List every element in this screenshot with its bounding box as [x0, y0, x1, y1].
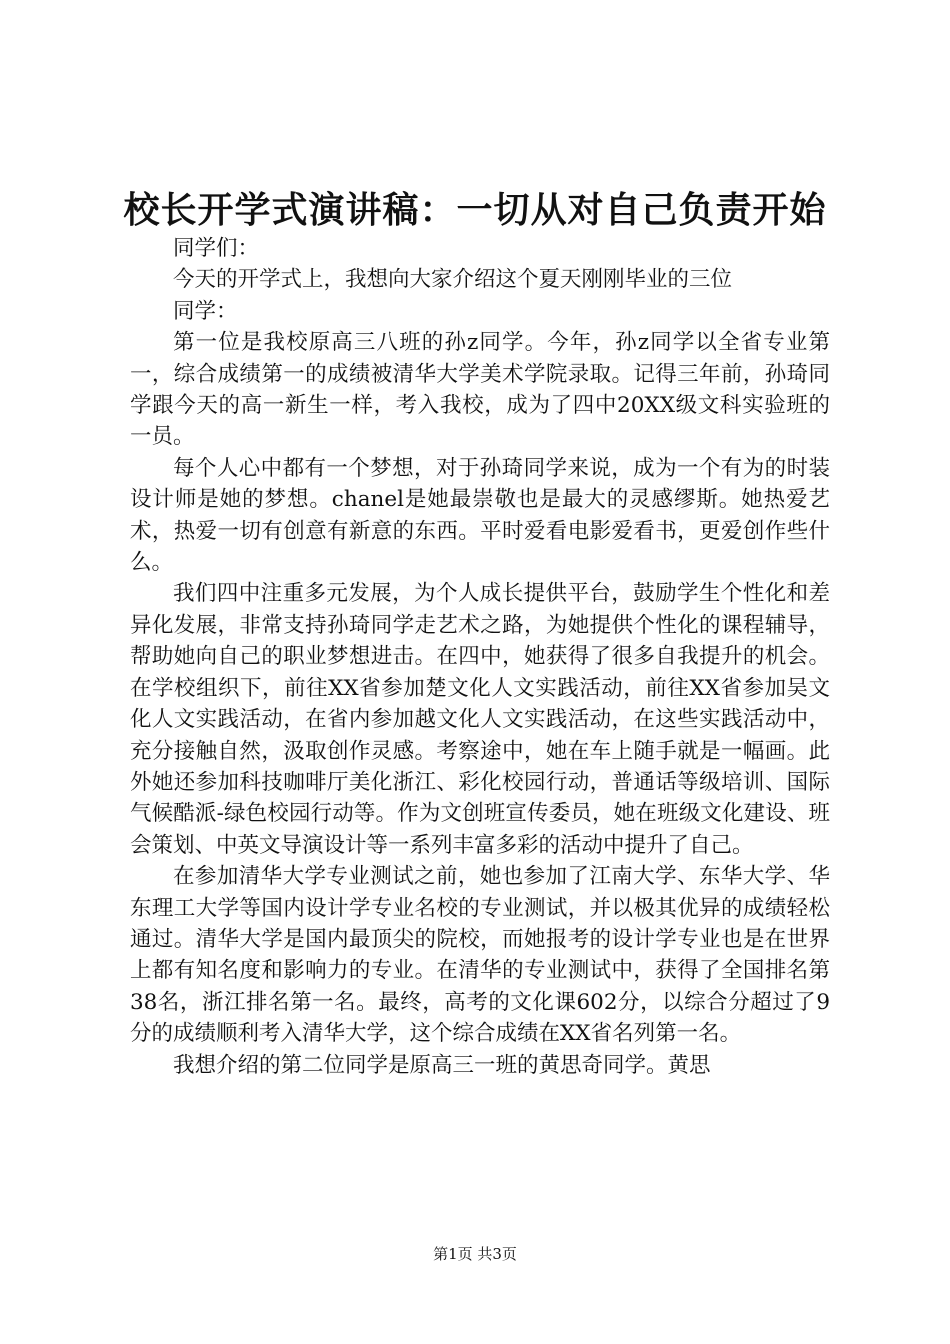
- document-title: 校长开学式演讲稿：一切从对自己负责开始: [123, 189, 827, 231]
- paragraph-salutation: 同学们：: [173, 236, 260, 261]
- paragraph-school-support: 我们四中注重多元发展，为个人成长提供平台，鼓励学生个性化和差异化发展，非常支持孙琦同学走艺术之路，为她提供个性化的课程辅导，帮助她向自己的职业梦想进击。在四中，她获得了很多自我提升的机会。在学校组织下，前往XX省参加楚文化人文实践活动，前往XX省参加吴文化人文实践活动，在省内参加越文化人文实践活动，在这些实践活动中，充分接触自然，汲取创作灵感。考察途中，她在车上随手就是一幅画。此外她还参加科技咖啡厅美化浙江、彩化校园行动，普通话等级培训、国际气候酷派-绿色校园行动等。作为文创班宣传委员，她在班级文化建设、班会策划、中英文导演设计等一系列丰富多彩的活动中提升了自己。: [130, 581, 830, 858]
- paragraph-intro: 今天的开学式上，我想向大家介绍这个夏天刚刚毕业的三位: [173, 267, 733, 293]
- page-number-footer: 第1页 共3页: [433, 1245, 517, 1263]
- paragraph-tsinghua-test: 在参加清华大学专业测试之前，她也参加了江南大学、东华大学、华东理工大学等国内设计学专业名校的专业测试，并以极其优异的成绩轻松通过。清华大学是国内最顶尖的院校，而她报考的设计学专业也是在世界上都有知名度和影响力的专业。在清华的专业测试中，获得了全国排名第38名，浙江排名第一名。最终，高考的文化课602分，以综合分超过了9分的成绩顺利考入清华大学，这个综合成绩在XX省名列第一名。: [130, 864, 830, 1047]
- document-body: [130, 233, 830, 1081]
- paragraph-dream: 每个人心中都有一个梦想，对于孙琦同学来说，成为一个有为的时装设计师是她的梦想。chanel是她最崇敬也是最大的灵感缪斯。她热爱艺术，热爱一切有创意有新意的东西。平时爱看电影爱看书，更爱创作些什么。: [130, 455, 830, 576]
- paragraph-second-student: 我想介绍的第二位同学是原高三一班的黄思奇同学。黄思: [173, 1052, 711, 1078]
- paragraph-first-student: 第一位是我校原高三八班的孙z同学。今年，孙z同学以全省专业第一，综合成绩第一的成绩被清华大学美术学院录取。记得三年前，孙琦同学跟今天的高一新生一样，考入我校，成为了四中20XX级文科实验班的一员。: [130, 330, 830, 450]
- paragraph-intro-cont: 同学：: [173, 298, 238, 324]
